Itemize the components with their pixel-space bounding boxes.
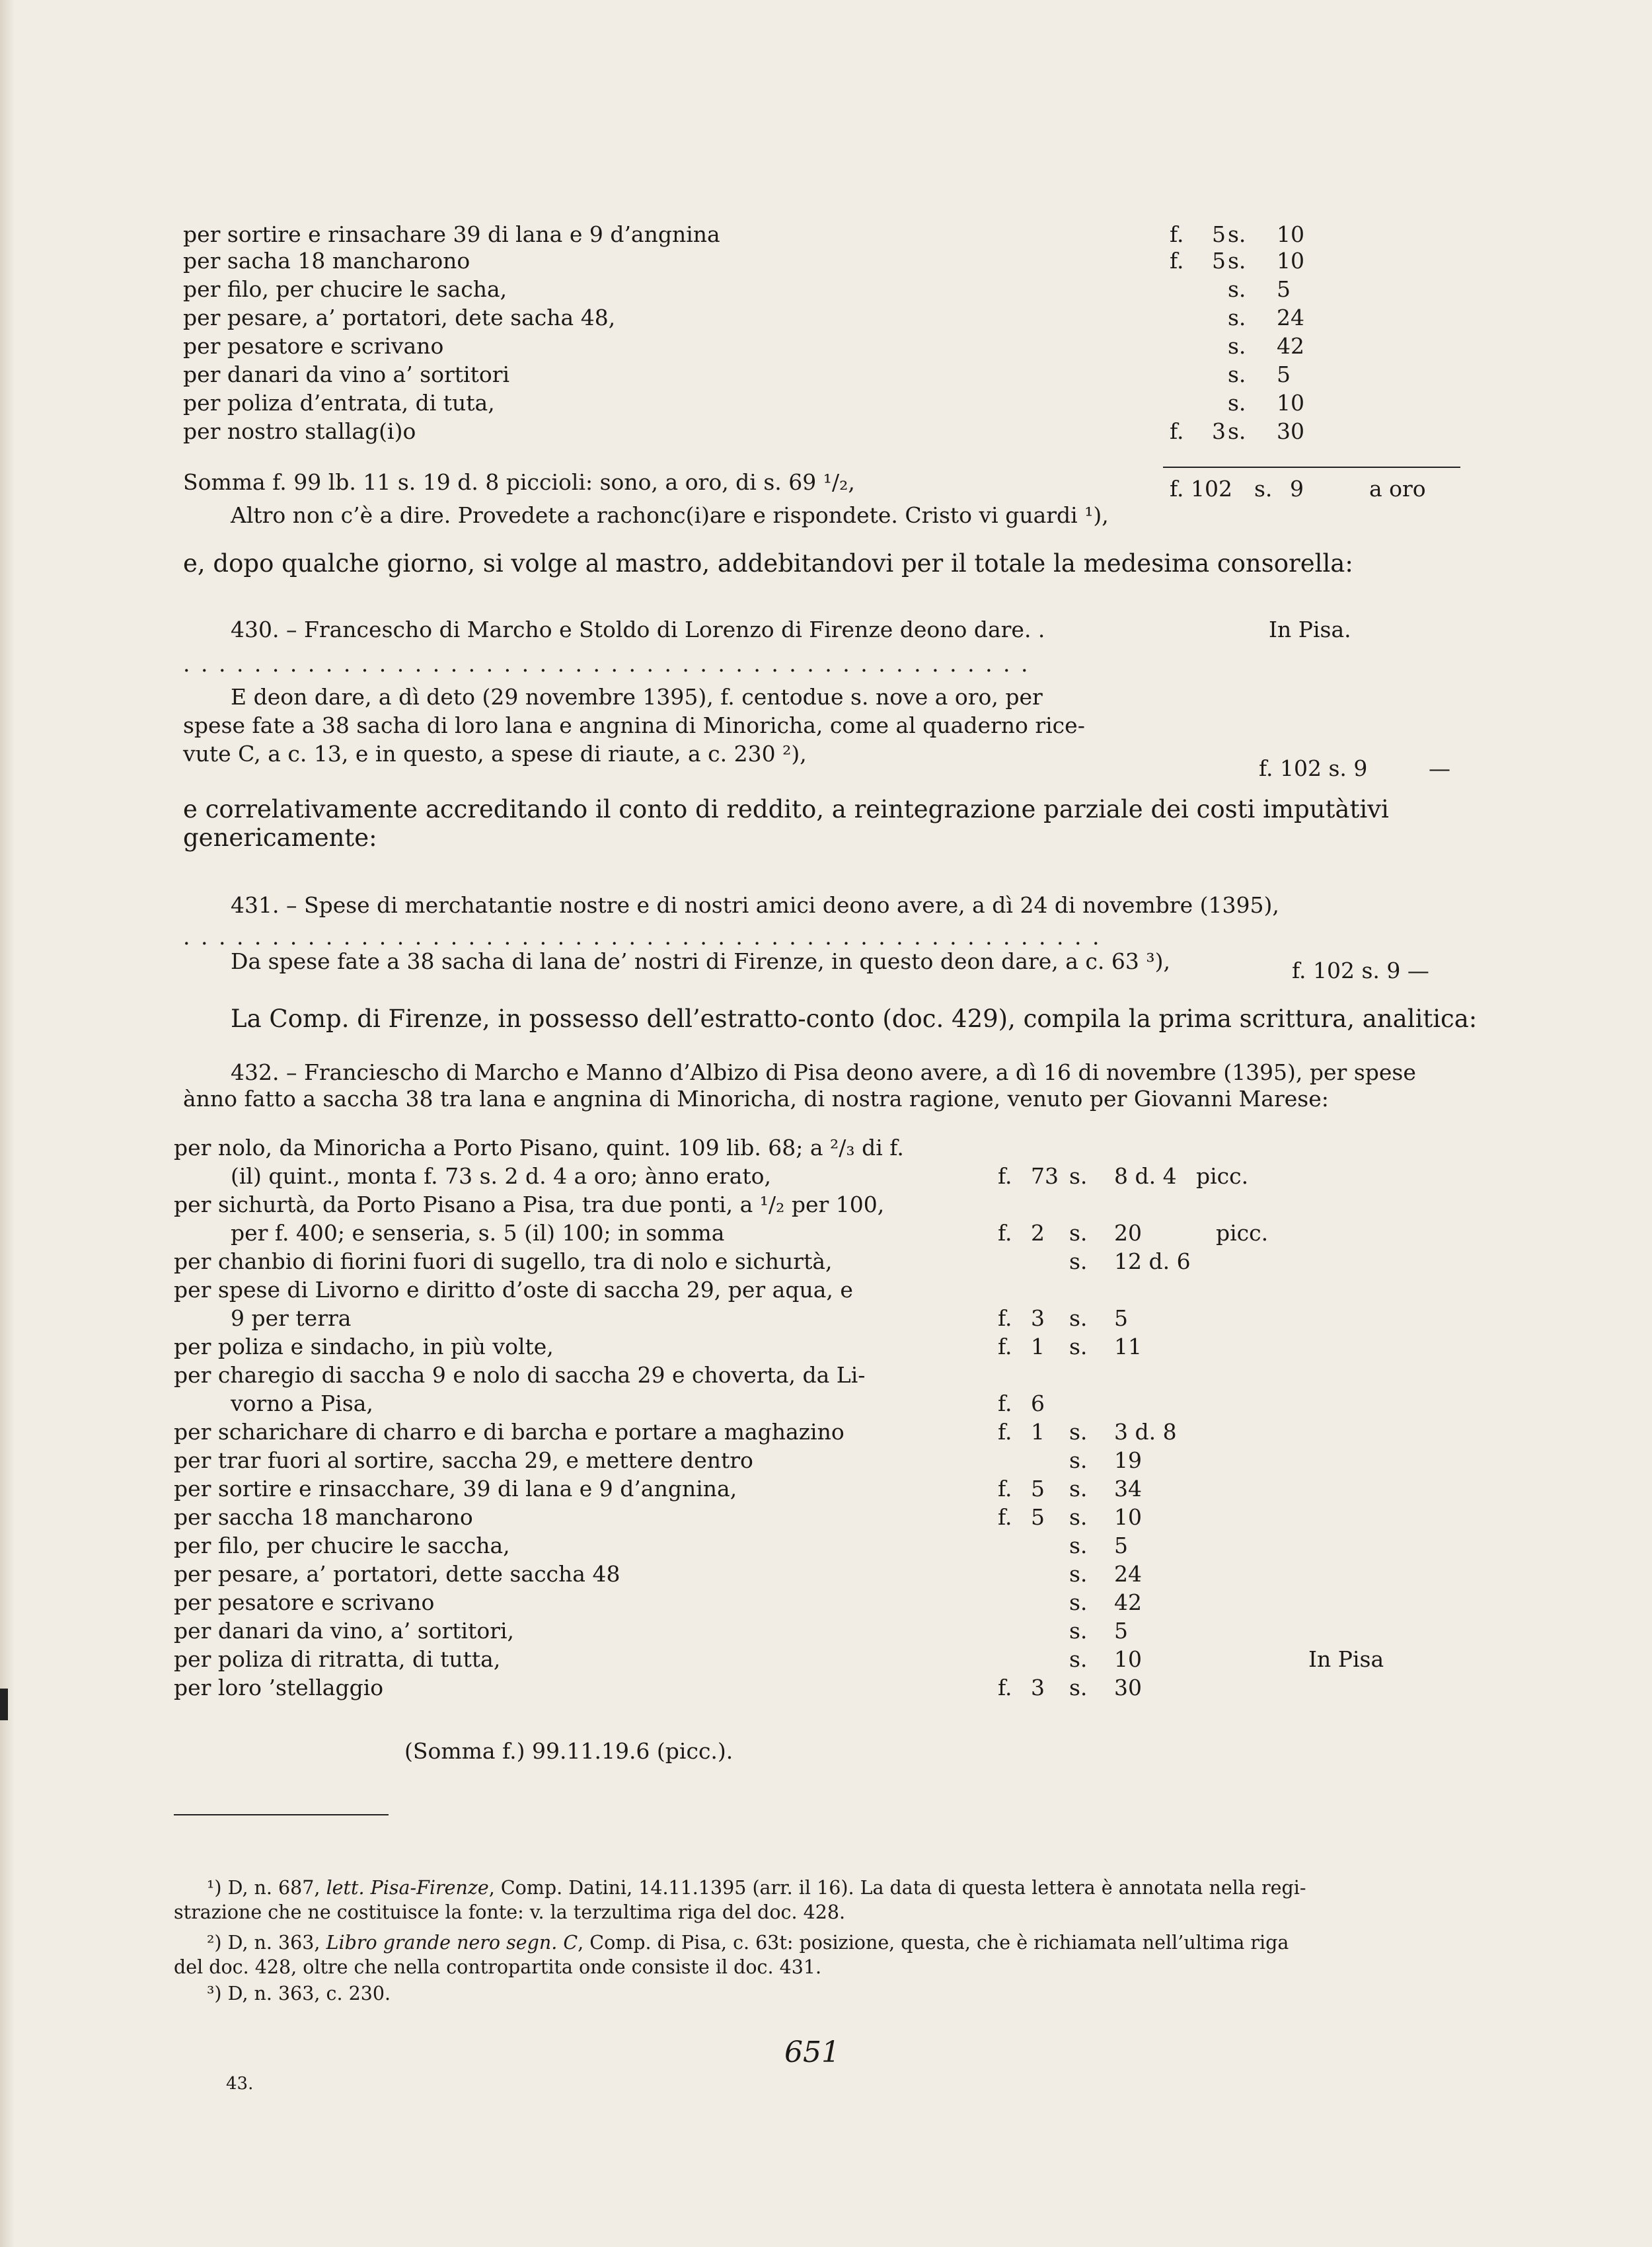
page-number: 651 [784,2036,840,2069]
entry-431-ellipsis: . . . . . . . . . . . . . . . . . . . . . . . . . . . . . . . . . . . . . . . . . . . . . . . . . . . . [183,924,1102,950]
col-soldi-mark: s. [1069,1220,1088,1246]
col-soldi-mark: s. [1069,1334,1088,1359]
intro-431-line: genericamente: [183,823,377,852]
col-soldi-value: 11 [1114,1334,1142,1359]
account-line-label: per poliza d’entrata, di tuta, [183,390,495,416]
account-line-label: per pesare, a’ portatori, dete sacha 48, [183,305,616,330]
page-edge-shadow [0,0,15,2247]
col-soldi-mark: s. [1228,221,1246,247]
expense-line-label: per scharichare di charro e di barcha e portare a maghazino [174,1419,845,1445]
col-soldi-value: 5 [1277,276,1291,302]
col-florin-mark: f. [998,1504,1012,1530]
col-soldi-value: 30 [1114,1675,1142,1700]
col-soldi-mark: s. [1228,305,1246,330]
expense-line-label: per danari da vino, a’ sortitori, [174,1618,515,1644]
sheet1-total-florins: f. 102 [1170,476,1233,502]
entry-432-place: In Pisa [1308,1646,1384,1672]
col-piccioli-note: picc. [1216,1220,1269,1246]
col-soldi-value: 34 [1114,1476,1142,1502]
col-soldi-mark: s. [1069,1561,1088,1587]
footnote-text: , Comp. di Pisa, c. 63t: posizione, questa, che è richiamata nell’ultima riga [578,1932,1289,1954]
col-soldi-value: 20 [1114,1220,1142,1246]
col-soldi-mark: s. [1069,1646,1088,1672]
intro-432: La Comp. di Firenze, in possesso dell’estratto-conto (doc. 429), compila la prima scrittura, analitica: [231,1005,1478,1033]
entry-432-heading-1: 432. – Franciescho di Marcho e Manno d’Albizo di Pisa deono avere, a dì 16 di novembre (1395), per spese [231,1059,1416,1085]
footnote-marker: ¹) [207,1877,228,1899]
sheet1-total-rule [1163,467,1460,468]
col-florin-mark: f. [998,1334,1012,1359]
footnote-source-title: lett. Pisa-Firenze [326,1877,489,1899]
expense-line-label: per spese di Livorno e diritto d’oste di saccha 29, per aqua, e [174,1277,853,1303]
entry-430-ellipsis: . . . . . . . . . . . . . . . . . . . . . . . . . . . . . . . . . . . . . . . . . . . . . . . . [183,651,1030,677]
col-soldi-value: 24 [1114,1561,1142,1587]
sheet1-total-soldi: 9 [1290,476,1304,502]
footnote-text: strazione che ne costituisce la fonte: v. la terzultima riga del doc. 428. [174,1901,846,1923]
footnote-marker: ³) [207,1983,228,2004]
footnote-text: D, n. 363, c. 230. [227,1983,391,2004]
footnote-line [174,1956,821,1979]
footnote-line [174,1901,845,1924]
expense-line-label: per saccha 18 mancharono [174,1504,473,1530]
expense-line-label: per trar fuori al sortire, saccha 29, e mettere dentro [174,1447,753,1473]
entry-430-line: spese fate a 38 sacha di loro lana e angnina di Minoricha, come al quaderno rice- [183,712,1085,738]
col-soldi-mark: s. [1069,1675,1088,1700]
col-soldi-value: 5 [1277,362,1291,387]
footnote-text: , Comp. Datini, 14.11.1395 (arr. il 16). La data di questa lettera è annotata nella regi- [488,1877,1306,1899]
expense-line-label: per pesare, a’ portatori, dette saccha 48 [174,1561,620,1587]
col-florin-mark: f. [998,1163,1012,1189]
account-line-label: per sacha 18 mancharono [183,248,470,274]
expense-line-label: per poliza e sindacho, in più volte, [174,1334,554,1359]
footnote-text: D, n. 363, [227,1932,326,1954]
expense-line-label: per filo, per chucire le saccha, [174,1533,510,1558]
col-soldi-mark: s. [1228,362,1246,387]
col-florin-value: 1 [1031,1334,1045,1359]
sheet1-total-gold: a oro [1369,476,1426,502]
entry-431-amount: f. 102 s. 9 — [1292,958,1429,983]
col-florin-value: 5 [1031,1504,1045,1530]
col-soldi-value: 8 d. 4 [1114,1163,1177,1189]
col-soldi-value: 10 [1277,221,1304,247]
col-florin-mark: f. [998,1476,1012,1502]
account-line-label: per pesatore e scrivano [183,333,444,359]
expense-line-label: per chanbio di fiorini fuori di sugello, tra di nolo e sichurtà, [174,1248,833,1274]
col-soldi-value: 12 d. 6 [1114,1248,1191,1274]
footnote-marker: ²) [207,1932,228,1954]
col-florin-value: 3 [1212,418,1226,444]
intro-430: e, dopo qualche giorno, si volge al mastro, addebitandovi per il totale la medesima consorella: [183,549,1353,578]
footnote-text: D, n. 687, [227,1877,326,1899]
col-soldi-mark: s. [1069,1447,1088,1473]
col-florin-mark: f. [998,1390,1012,1416]
col-florin-mark: f. [998,1220,1012,1246]
expense-line-label: vorno a Pisa, [231,1390,373,1416]
col-soldi-mark: s. [1069,1163,1088,1189]
footnote-line [207,1877,1306,1899]
col-florin-value: 73 [1031,1163,1059,1189]
col-florin-value: 5 [1212,221,1226,247]
expense-line-label: per sortire e rinsacchare, 39 di lana e 9 d’angnina, [174,1476,737,1502]
entry-430-dash: — [1429,755,1450,781]
col-florin-value: 6 [1031,1390,1045,1416]
col-florin-mark: f. [998,1419,1012,1445]
col-florin-mark: f. [998,1675,1012,1700]
col-florin-value: 3 [1031,1305,1045,1331]
entry-430-amount: f. 102 s. 9 [1259,755,1368,781]
account-line-label: per danari da vino a’ sortitori [183,362,510,387]
entry-432-total: (Somma f.) 99.11.19.6 (picc.). [404,1738,733,1764]
col-soldi-mark: s. [1069,1533,1088,1558]
account-line-label: per nostro stallag(i)o [183,418,416,444]
entry-430-line: E deon dare, a dì deto (29 novembre 1395), f. centodue s. nove a oro, per [231,684,1043,710]
col-soldi-mark: s. [1069,1476,1088,1502]
col-soldi-value: 19 [1114,1447,1142,1473]
footnote-line [207,1983,391,2005]
col-piccioli-note: picc. [1196,1163,1249,1189]
sheet1-total-label: Somma f. 99 lb. 11 s. 19 d. 8 piccioli: sono, a oro, di s. 69 ¹/₂, [183,469,855,495]
col-florin-mark: f. [998,1305,1012,1331]
col-soldi-mark: s. [1069,1305,1088,1331]
entry-431-line: Da spese fate a 38 sacha di lana de’ nostri di Firenze, in questo deon dare, a c. 63 ³), [231,948,1170,974]
col-soldi-mark: s. [1228,333,1246,359]
col-florin-value: 5 [1212,248,1226,274]
footnote-text: del doc. 428, oltre che nella contropartita onde consiste il doc. 431. [174,1956,822,1978]
expense-line-label: per f. 400; e senseria, s. 5 (il) 100; in somma [231,1220,725,1246]
col-soldi-mark: s. [1228,276,1246,302]
expense-line-label: per poliza di ritratta, di tutta, [174,1646,501,1672]
col-soldi-value: 30 [1277,418,1304,444]
expense-line-label: per nolo, da Minoricha a Porto Pisano, quint. 109 lib. 68; a ²/₃ di f. [174,1135,904,1161]
expense-line-label: per sichurtà, da Porto Pisano a Pisa, tra due ponti, a ¹/₂ per 100, [174,1192,885,1217]
entry-430-line: vute C, a c. 13, e in questo, a spese di riaute, a c. 230 ²), [183,741,807,767]
col-soldi-value: 3 d. 8 [1114,1419,1177,1445]
account-line-label: per filo, per chucire le sacha, [183,276,507,302]
col-florin-value: 5 [1031,1476,1045,1502]
col-florin-mark: f. [1170,248,1184,274]
expense-line-label: per loro ’stellaggio [174,1675,384,1700]
entry-430-heading: 430. – Francescho di Marcho e Stoldo di Lorenzo di Firenze deono dare. . [231,617,1045,642]
intro-431-line: e correlativamente accreditando il conto di reddito, a reintegrazione parziale dei costi imputàtivi [183,795,1389,823]
col-soldi-mark: s. [1069,1504,1088,1530]
col-soldi-value: 42 [1114,1589,1142,1615]
expense-line-label: per pesatore e scrivano [174,1589,435,1615]
signature-mark: 43. [226,2074,254,2094]
entry-432-heading-2: ànno fatto a saccha 38 tra lana e angnina di Minoricha, di nostra ragione, venuto per Giovanni Marese: [183,1086,1329,1112]
col-florin-mark: f. [1170,221,1184,247]
col-soldi-value: 24 [1277,305,1304,330]
col-soldi-value: 10 [1114,1504,1142,1530]
col-soldi-mark: s. [1069,1618,1088,1644]
col-soldi-mark: s. [1228,418,1246,444]
entry-431-heading: 431. – Spese di merchatantie nostre e di nostri amici deono avere, a dì 24 di novembre (1395), [231,892,1279,918]
expense-line-label: per charegio di saccha 9 e nolo di saccha 29 e choverta, da Li- [174,1362,866,1388]
col-soldi-value: 5 [1114,1618,1128,1644]
col-soldi-mark: s. [1069,1419,1088,1445]
expense-line-label: 9 per terra [231,1305,352,1331]
footnote-source-title: Libro grande nero segn. C [326,1932,578,1954]
col-soldi-mark: s. [1069,1248,1088,1274]
col-soldi-mark: s. [1069,1589,1088,1615]
col-soldi-value: 5 [1114,1305,1128,1331]
binding-mark [0,1689,8,1720]
col-soldi-value: 10 [1277,390,1304,416]
col-soldi-value: 10 [1277,248,1304,274]
account-line-label: per sortire e rinsachare 39 di lana e 9 d’angnina [183,221,720,247]
footnote-line [207,1932,1289,1954]
col-soldi-mark: s. [1228,390,1246,416]
col-florin-value: 3 [1031,1675,1045,1700]
expense-line-label: (il) quint., monta f. 73 s. 2 d. 4 a oro; ànno erato, [231,1163,772,1189]
sheet1-total-soldi-mark: s. [1254,476,1273,502]
col-soldi-value: 5 [1114,1533,1128,1558]
footnote-rule [174,1814,389,1815]
letter-closing: Altro non c’è a dire. Provedete a rachonc(i)are e rispondete. Cristo vi guardi ¹), [231,502,1109,528]
col-florin-mark: f. [1170,418,1184,444]
entry-430-place: In Pisa. [1269,617,1351,642]
col-soldi-value: 10 [1114,1646,1142,1672]
col-florin-value: 1 [1031,1419,1045,1445]
col-florin-value: 2 [1031,1220,1045,1246]
col-soldi-value: 42 [1277,333,1304,359]
col-soldi-mark: s. [1228,248,1246,274]
